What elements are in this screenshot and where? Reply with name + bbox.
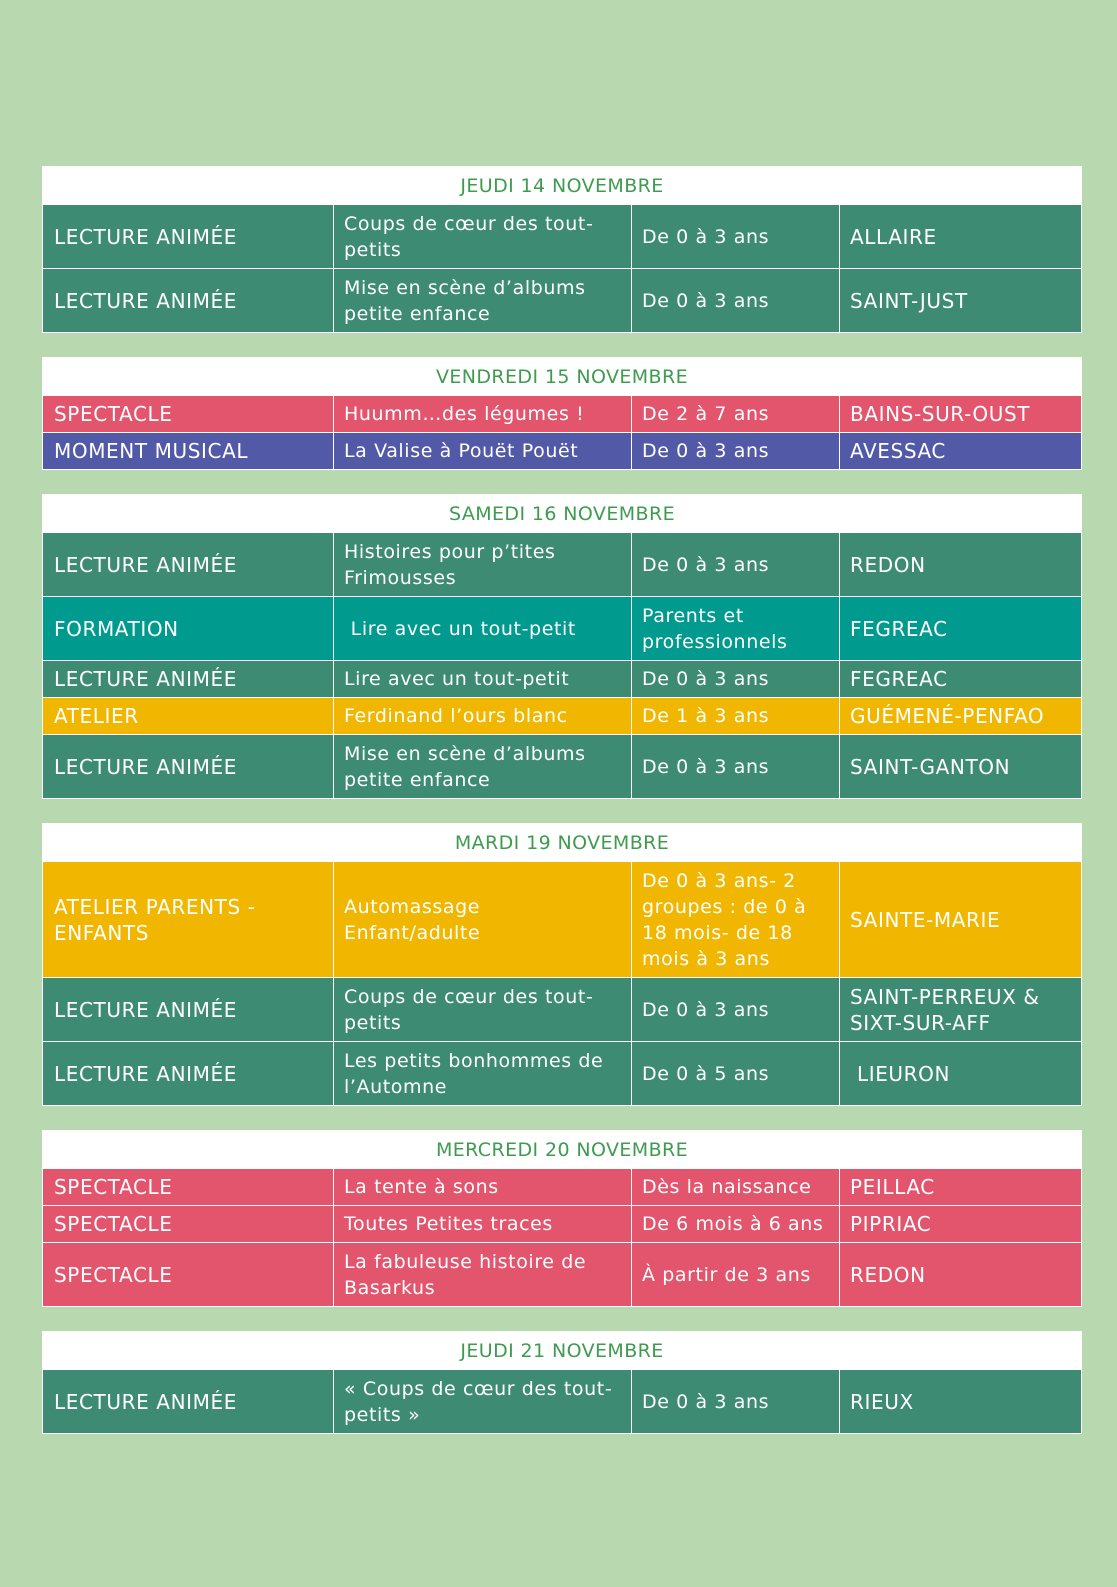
event-age: De 0 à 3 ans [631, 1370, 839, 1433]
event-row [43, 660, 1081, 697]
event-type: LECTURE ANIMÉE [54, 997, 237, 1022]
event-title: La Valise à Pouët Pouët [333, 433, 631, 469]
event-title: Lire avec un tout-petit [333, 661, 631, 697]
event-row [43, 1041, 1081, 1105]
event-type: ATELIER PARENTS -ENFANTS [54, 894, 256, 945]
event-type: MOMENT MUSICAL [54, 439, 249, 463]
event-age: Dès la naissance [631, 1169, 839, 1205]
event-place: FEGREAC [839, 597, 1081, 660]
event-place: SAINT-JUST [839, 269, 1081, 332]
event-row [43, 532, 1081, 596]
event-place: REDON [839, 533, 1081, 596]
event-row [43, 395, 1081, 432]
event-place: ALLAIRE [839, 205, 1081, 268]
event-title: Ferdinand l’ours blanc [333, 698, 631, 734]
event-title: Lire avec un tout-petit [333, 597, 631, 660]
event-age: De 2 à 7 ans [631, 396, 839, 432]
event-title: « Coups de cœur des tout-petits » [333, 1370, 631, 1433]
day-block [42, 166, 1082, 333]
event-row [43, 1369, 1081, 1433]
event-type: FORMATION [54, 616, 179, 641]
day-block [42, 357, 1082, 470]
event-row [43, 1168, 1081, 1205]
event-row [43, 734, 1081, 798]
day-header: MERCREDI 20 NOVEMBRE [43, 1131, 1081, 1168]
event-type: LECTURE ANIMÉE [54, 224, 237, 249]
event-age: De 0 à 3 ans [631, 735, 839, 798]
event-type: SPECTACLE [54, 402, 173, 426]
event-place: PIPRIAC [839, 1206, 1081, 1242]
day-block [42, 494, 1082, 799]
day-header: JEUDI 21 NOVEMBRE [43, 1332, 1081, 1369]
event-type: LECTURE ANIMÉE [54, 288, 237, 313]
event-age: De 0 à 3 ans [631, 269, 839, 332]
event-title: Toutes Petites traces [333, 1206, 631, 1242]
event-row [43, 432, 1081, 469]
event-row [43, 268, 1081, 332]
event-age: De 0 à 3 ans- 2 groupes : de 0 à 18 mois- de 18 mois à 3 ans [631, 862, 839, 977]
event-title: Histoires pour p’tites Frimousses [333, 533, 631, 596]
event-type: SPECTACLE [54, 1212, 173, 1236]
event-place: RIEUX [839, 1370, 1081, 1433]
event-age: De 6 mois à 6 ans [631, 1206, 839, 1242]
event-type: LECTURE ANIMÉE [54, 667, 237, 691]
event-place: REDON [839, 1243, 1081, 1306]
day-header: JEUDI 14 NOVEMBRE [43, 167, 1081, 204]
day-header: VENDREDI 15 NOVEMBRE [43, 358, 1081, 395]
event-row [43, 697, 1081, 734]
event-type: LECTURE ANIMÉE [54, 754, 237, 779]
event-row [43, 1205, 1081, 1242]
event-place: AVESSAC [839, 433, 1081, 469]
event-title: Mise en scène d’albums petite enfance [333, 735, 631, 798]
event-row [43, 204, 1081, 268]
day-block [42, 1130, 1082, 1307]
event-type: LECTURE ANIMÉE [54, 1061, 237, 1086]
event-age: De 0 à 3 ans [631, 978, 839, 1041]
event-title: Coups de cœur des tout-petits [333, 205, 631, 268]
event-place: SAINT-PERREUX & SIXT-SUR-AFF [839, 978, 1081, 1041]
event-title: La tente à sons [333, 1169, 631, 1205]
event-row [43, 1242, 1081, 1306]
event-age: De 0 à 3 ans [631, 433, 839, 469]
event-place: SAINTE-MARIE [839, 862, 1081, 977]
event-type: ATELIER [54, 704, 139, 728]
event-type: SPECTACLE [54, 1175, 173, 1199]
event-type: SPECTACLE [54, 1262, 173, 1287]
event-place: FEGREAC [839, 661, 1081, 697]
event-schedule [42, 166, 1082, 1458]
day-header: SAMEDI 16 NOVEMBRE [43, 495, 1081, 532]
day-block [42, 1331, 1082, 1434]
event-row [43, 596, 1081, 660]
event-age: De 0 à 3 ans [631, 205, 839, 268]
event-age: De 0 à 3 ans [631, 533, 839, 596]
event-place: PEILLAC [839, 1169, 1081, 1205]
event-age: À partir de 3 ans [631, 1243, 839, 1306]
event-title: Les petits bonhommes de l’Automne [333, 1042, 631, 1105]
event-place: SAINT-GANTON [839, 735, 1081, 798]
event-title: Huumm…des légumes ! [333, 396, 631, 432]
event-title: Automassage Enfant/adulte [333, 862, 631, 977]
event-place: BAINS-SUR-OUST [839, 396, 1081, 432]
event-row [43, 977, 1081, 1041]
day-header: MARDI 19 NOVEMBRE [43, 824, 1081, 861]
day-block [42, 823, 1082, 1106]
event-age: De 0 à 3 ans [631, 661, 839, 697]
event-place: GUÉMENÉ-PENFAO [839, 698, 1081, 734]
event-title: Mise en scène d’albums petite enfance [333, 269, 631, 332]
event-title: La fabuleuse histoire de Basarkus [333, 1243, 631, 1306]
event-age: De 0 à 5 ans [631, 1042, 839, 1105]
event-place: LIEURON [839, 1042, 1081, 1105]
event-row [43, 861, 1081, 977]
event-age: Parents et professionnels [631, 597, 839, 660]
event-type: LECTURE ANIMÉE [54, 552, 237, 577]
event-age: De 1 à 3 ans [631, 698, 839, 734]
event-title: Coups de cœur des tout-petits [333, 978, 631, 1041]
event-type: LECTURE ANIMÉE [54, 1389, 237, 1414]
